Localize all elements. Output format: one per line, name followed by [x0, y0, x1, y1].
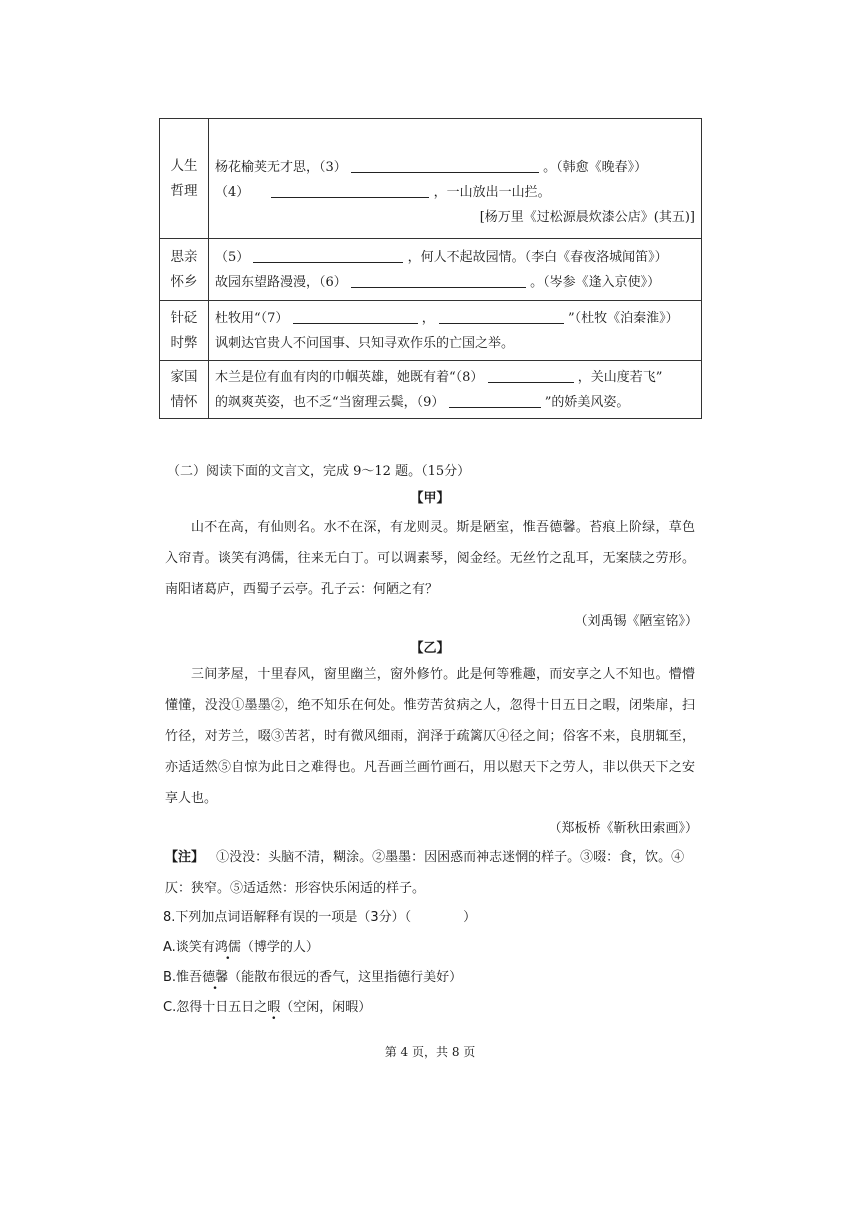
answer-blank-3[interactable] [351, 158, 539, 173]
category-label: 时弊 [170, 334, 198, 351]
answer-blank-4[interactable] [271, 183, 429, 198]
poem-line: （4） ，一山放出一山拦。 [215, 185, 551, 200]
poem-source: [杨万里《过松源晨炊漆公店》(其五)] [479, 210, 695, 225]
poetry-table [159, 118, 702, 419]
dotted-word: 鸿儒 [214, 940, 241, 955]
category-label: 怀乡 [170, 273, 198, 290]
note-text: ①没没：头脑不清，糊涂。②墨墨：因困惑而神志迷惘的样子。③啜：食，饮。④仄：狭窄。⑤适适然：形容快乐闲适的样子。 [165, 850, 685, 896]
section-heading: （二）阅读下面的文言文，完成 9～12 题。（15分） [167, 464, 471, 479]
answer-blank-9[interactable] [449, 393, 541, 408]
content-cell [209, 301, 702, 361]
category-label: 人生 [170, 157, 198, 174]
page-number: 第 4 页，共 8 页 [384, 1045, 476, 1059]
poem-line: 讽刺达官贵人不问国事、只知寻欢作乐的亡国之举。 [215, 335, 515, 351]
table-row [160, 239, 702, 301]
question-stem: 8.下列加点词语解释有误的一项是（3分）（ ） [163, 910, 477, 925]
passage-jia-source: （刘禹锡《陋室铭》） [574, 614, 698, 629]
answer-blank-5[interactable] [253, 248, 403, 263]
category-label: 情怀 [170, 393, 198, 410]
dotted-word: 德馨 [202, 970, 229, 985]
table-row [160, 119, 702, 239]
passage-yi-source: （郑板桥《靳秋田索画》） [548, 821, 698, 836]
poem-line: 杨花榆荚无才思，（3） 。（韩愈《晚春》） [215, 160, 648, 175]
table-row [160, 301, 702, 361]
passage-yi-text: 三间茅屋，十里春风，窗里幽兰，窗外修竹。此是何等雅趣，而安享之人不知也。懵懵懂懂，没没①墨墨②，绝不知乐在何处。惟劳苦贫病之人，忽得十日五日之暇，闭柴扉，扫竹径，对芳兰，啜③苦茗，时有微风细雨，润泽于疏篱仄④径之间；俗客不来，良朋辄至，亦适适然⑤自惊为此日之难得也。凡吾画兰画竹画石，用以慰天下之劳人，非以供天下之安享人也。 [165, 667, 695, 806]
content-cell [209, 119, 702, 239]
category-cell [160, 361, 209, 419]
poem-line: 故园东望路漫漫，（6） 。（岑参《逢入京使》） [215, 274, 661, 290]
table-row [160, 361, 702, 419]
poem-line: 杜牧用“（7） ， ”（杜牧《泊秦淮》） [215, 310, 679, 326]
category-cell [160, 119, 209, 239]
answer-blank-8[interactable] [488, 368, 574, 383]
poem-line: 的飒爽英姿，也不乏“当窗理云鬓，（9） ”的娇美风姿。 [215, 394, 630, 410]
answer-blank-7a[interactable] [293, 309, 418, 324]
content-cell [209, 361, 702, 419]
passage-jia-text: 山不在高，有仙则名。水不在深，有龙则灵。斯是陋室，惟吾德馨。苔痕上阶绿，草色入帘青。谈笑有鸿儒，往来无白丁。可以调素琴，阅金经。无丝竹之乱耳，无案牍之劳形。南阳诸葛庐，西蜀子云亭。孔子云：何陋之有？ [165, 520, 695, 597]
answer-blank-6[interactable] [351, 273, 526, 288]
content-cell [209, 239, 702, 301]
dotted-word: 暇 [267, 1000, 281, 1015]
passage-yi-title: 【乙】 [410, 641, 450, 656]
option-b[interactable]: B.惟吾德馨（能散布很远的香气，这里指德行美好） [163, 970, 463, 985]
category-label: 哲理 [170, 182, 198, 199]
category-cell [160, 239, 209, 301]
answer-blank-7b[interactable] [439, 309, 564, 324]
annotation-note [165, 842, 695, 904]
category-cell [160, 301, 209, 361]
category-label: 思亲 [170, 248, 198, 265]
poem-line: 木兰是位有血有肉的巾帼英雄，她既有着“（8） ，关山度若飞” [215, 369, 663, 385]
passage-jia-title: 【甲】 [410, 491, 450, 506]
category-label: 家国 [170, 368, 198, 385]
note-label: 【注】 [165, 850, 205, 865]
poem-line: （5） ，何人不起故园情。（李白《春夜洛城闻笛》） [215, 249, 668, 265]
category-label: 针砭 [170, 309, 198, 326]
option-c[interactable]: C.忽得十日五日之暇（空闲，闲暇） [163, 1000, 372, 1015]
option-a[interactable]: A.谈笑有鸿儒（博学的人） [163, 940, 319, 955]
